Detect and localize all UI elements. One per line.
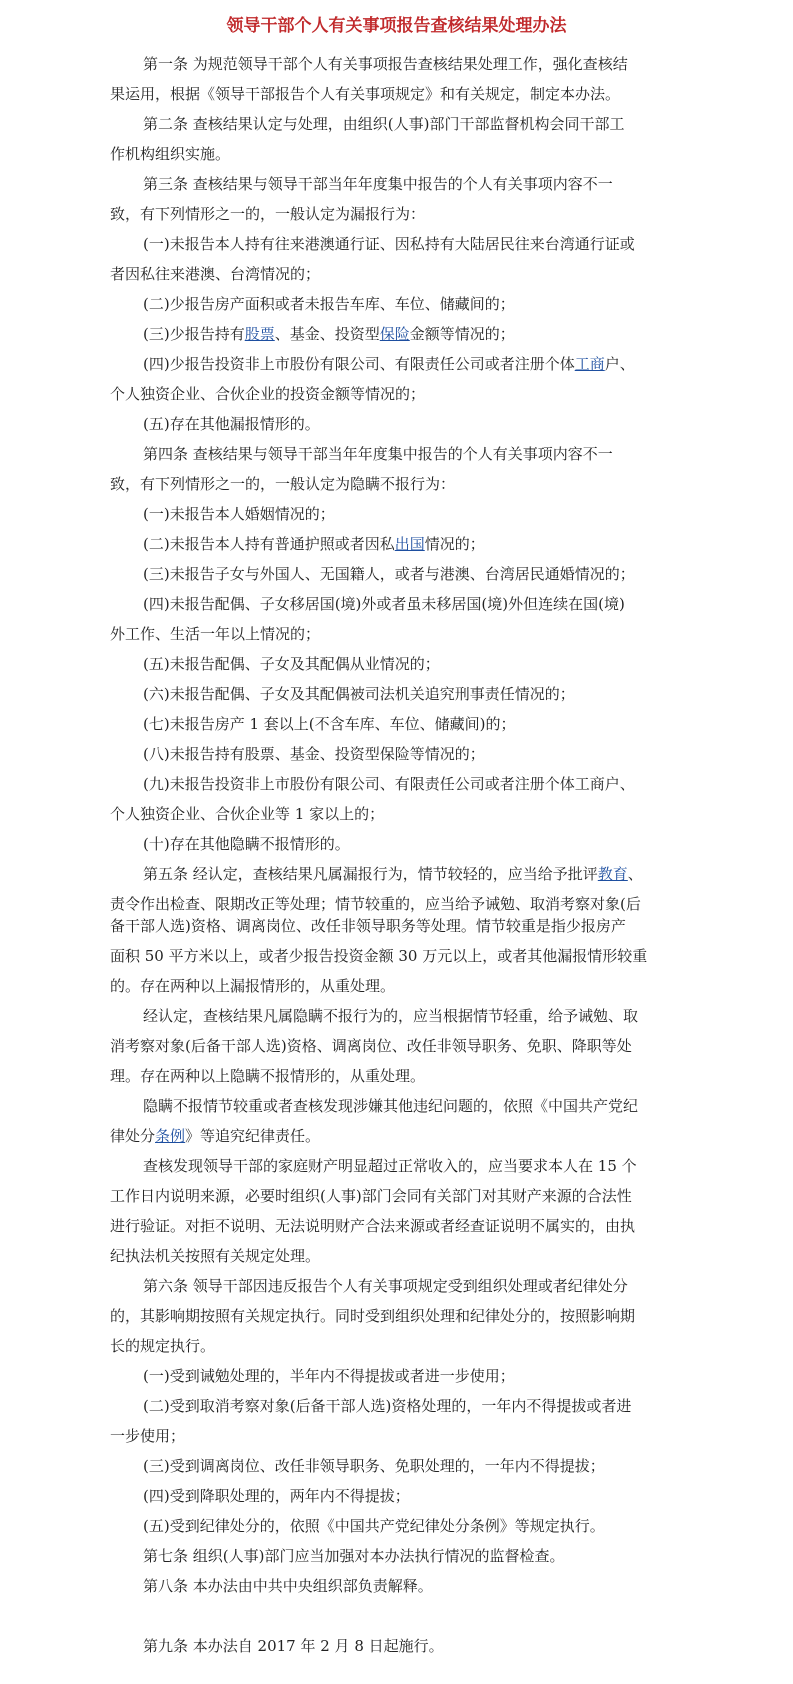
inline-link[interactable]: 条例: [155, 1127, 186, 1145]
text-line: [143, 863, 643, 885]
text-segment: (九)未报告投资非上市股份有限公司、有限责任公司或者注册个体工商户、: [143, 775, 635, 793]
text-segment: 第七条 组织(人事)部门应当加强对本办法执行情况的监督检查。: [143, 1547, 565, 1565]
text-segment: 致，有下列情形之一的，一般认定为隐瞒不报行为：: [110, 475, 456, 493]
text-line: [110, 143, 230, 165]
text-line: [110, 915, 626, 937]
text-segment: 个人独资企业、合伙企业的投资金额等情况的；: [110, 385, 426, 403]
text-line: [143, 323, 515, 345]
text-segment: (八)未报告持有股票、基金、投资型保险等情况的；: [143, 745, 485, 763]
text-segment: (五)未报告配偶、子女及其配偶从业情况的；: [143, 655, 440, 673]
text-line: [143, 1575, 433, 1597]
text-segment: 责令作出检查、限期改正等处理；情节较重的，应当给予诫勉、取消考察对象(后: [110, 895, 641, 913]
text-segment: 致，有下列情形之一的，一般认定为漏报行为：: [110, 205, 426, 223]
text-line: [143, 113, 624, 135]
text-segment: 查核发现领导干部的家庭财产明显超过正常收入的，应当要求本人在 15 个: [143, 1157, 637, 1175]
text-line: [110, 1125, 320, 1147]
text-segment: 纪执法机关按照有关规定处理。: [110, 1247, 321, 1265]
text-line: [143, 1455, 605, 1477]
text-segment: 律处分: [110, 1127, 156, 1145]
text-line: [110, 1245, 320, 1267]
text-line: [143, 1155, 637, 1177]
text-segment: 作机构组织实施。: [110, 145, 231, 163]
text-segment: (三)少报告持有: [143, 325, 245, 343]
text-line: [143, 1395, 631, 1417]
text-line: [143, 1545, 564, 1567]
text-segment: (六)未报告配偶、子女及其配偶被司法机关追究刑事责任情况的；: [143, 685, 575, 703]
text-segment: (二)少报告房产面积或者未报告车库、车位、储藏间的；: [143, 295, 515, 313]
text-line: [110, 1065, 425, 1087]
text-segment: 者因私往来港澳、台湾情况的；: [110, 265, 321, 283]
text-line: [110, 893, 641, 915]
text-line: [143, 173, 613, 195]
text-line: [143, 1635, 444, 1657]
text-segment: 一步使用；: [110, 1427, 186, 1445]
text-line: [143, 683, 575, 705]
text-line: [110, 1215, 635, 1237]
text-line: [110, 473, 455, 495]
text-line: [143, 533, 485, 555]
text-segment: 第二条 查核结果认定与处理，由组织(人事)部门干部监督机构会同干部工: [143, 115, 625, 133]
inline-link[interactable]: 股票: [244, 325, 275, 343]
text-segment: 第四条 查核结果与领导干部当年年度集中报告的个人有关事项内容不一: [143, 445, 613, 463]
text-line: [143, 233, 635, 255]
text-segment: 隐瞒不报情节较重或者查核发现涉嫌其他违纪问题的，依照《中国共产党纪: [143, 1097, 639, 1115]
text-line: [143, 293, 515, 315]
text-line: [143, 653, 440, 675]
text-segment: (四)未报告配偶、子女移居国(境)外或者虽未移居国(境)外但连续在国(境): [143, 595, 625, 613]
text-segment: (一)未报告本人持有往来港澳通行证、因私持有大陆居民往来台湾通行证或: [143, 235, 635, 253]
text-line: [110, 623, 320, 645]
text-line: [143, 413, 320, 435]
text-line: [143, 443, 613, 465]
text-line: [110, 383, 425, 405]
text-line: [110, 1185, 632, 1207]
text-line: [143, 503, 335, 525]
text-segment: 的，其影响期按照有关规定执行。同时受到组织处理和纪律处分的，按照影响期: [110, 1307, 636, 1325]
inline-link[interactable]: 教育: [597, 865, 628, 883]
text-segment: 备干部人选)资格、调离岗位、改任非领导职务等处理。情节较重是指少报房产: [110, 917, 626, 935]
text-line: [143, 1515, 605, 1537]
text-segment: (七)未报告房产 1 套以上(不含车库、车位、储藏间)的；: [143, 715, 516, 733]
inline-link[interactable]: 保险: [379, 325, 410, 343]
text-line: [143, 773, 635, 795]
text-line: [143, 353, 635, 375]
text-line: [143, 713, 516, 735]
text-segment: 面积 50 平方米以上，或者少报告投资金额 30 万元以上，或者其他漏报情形较重: [110, 947, 648, 965]
text-segment: 个人独资企业、合伙企业等 1 家以上的；: [110, 805, 385, 823]
text-line: [110, 803, 384, 825]
text-segment: (五)存在其他漏报情形的。: [143, 415, 320, 433]
text-segment: 第六条 领导干部因违反报告个人有关事项规定受到组织处理或者纪律处分: [143, 1277, 628, 1295]
text-segment: 经认定，查核结果凡属隐瞒不报行为的，应当根据情节轻重，给予诫勉、取: [143, 1007, 639, 1025]
text-segment: 理。存在两种以上隐瞒不报情形的，从重处理。: [110, 1067, 426, 1085]
text-line: [143, 1275, 628, 1297]
text-segment: (一)未报告本人婚姻情况的；: [143, 505, 335, 523]
text-segment: 第五条 经认定，查核结果凡属漏报行为，情节较轻的，应当给予批评: [143, 865, 598, 883]
text-segment: 外工作、生活一年以上情况的；: [110, 625, 321, 643]
text-line: [143, 1485, 410, 1507]
text-segment: 》等追究纪律责任。: [185, 1127, 321, 1145]
text-segment: 消考察对象(后备干部人选)资格、调离岗位、改任非领导职务、免职、降职等处: [110, 1037, 632, 1055]
text-line: [110, 1035, 632, 1057]
text-segment: (十)存在其他隐瞒不报情形的。: [143, 835, 350, 853]
text-segment: (一)受到诫勉处理的，半年内不得提拔或者进一步使用；: [143, 1367, 515, 1385]
text-line: [143, 593, 625, 615]
text-line: [110, 975, 395, 997]
text-line: [143, 743, 485, 765]
text-segment: (二)未报告本人持有普通护照或者因私: [143, 535, 395, 553]
text-segment: 情况的；: [424, 535, 485, 553]
text-segment: (二)受到取消考察对象(后备干部人选)资格处理的，一年内不得提拔或者进: [143, 1397, 632, 1415]
text-line: [110, 203, 425, 225]
text-line: [110, 83, 620, 105]
text-segment: (五)受到纪律处分的，依照《中国共产党纪律处分条例》等规定执行。: [143, 1517, 605, 1535]
text-segment: (四)受到降职处理的，两年内不得提拔；: [143, 1487, 410, 1505]
inline-link[interactable]: 工商: [574, 355, 605, 373]
text-segment: 工作日内说明来源，必要时组织(人事)部门会同有关部门对其财产来源的合法性: [110, 1187, 632, 1205]
text-segment: 、: [627, 865, 643, 883]
text-segment: 的。存在两种以上漏报情形的，从重处理。: [110, 977, 396, 995]
text-line: [110, 945, 647, 967]
text-line: [110, 263, 320, 285]
text-line: [143, 1095, 638, 1117]
text-line: [143, 53, 628, 75]
text-segment: 户、: [604, 355, 635, 373]
document-title: 领导干部个人有关事项报告查核结果处理办法: [226, 16, 567, 36]
text-segment: 、基金、投资型: [274, 325, 380, 343]
text-segment: 第九条 本办法自 2017 年 2 月 8 日起施行。: [143, 1637, 444, 1655]
text-segment: 金额等情况的；: [409, 325, 515, 343]
text-segment: 第八条 本办法由中共中央组织部负责解释。: [143, 1577, 433, 1595]
text-segment: 第三条 查核结果与领导干部当年年度集中报告的个人有关事项内容不一: [143, 175, 613, 193]
text-segment: 长的规定执行。: [110, 1337, 216, 1355]
text-segment: (三)受到调离岗位、改任非领导职务、免职处理的，一年内不得提拔；: [143, 1457, 605, 1475]
text-line: [143, 1005, 638, 1027]
text-line: [143, 833, 350, 855]
text-segment: 进行验证。对拒不说明、无法说明财产合法来源或者经查证说明不属实的，由执: [110, 1217, 636, 1235]
text-segment: 第一条 为规范领导干部个人有关事项报告查核结果处理工作，强化查核结: [143, 55, 628, 73]
text-line: [143, 563, 635, 585]
text-segment: 果运用，根据《领导干部报告个人有关事项规定》和有关规定，制定本办法。: [110, 85, 621, 103]
inline-link[interactable]: 出国: [394, 535, 425, 553]
text-segment: (三)未报告子女与外国人、无国籍人，或者与港澳、台湾居民通婚情况的；: [143, 565, 635, 583]
text-line: [110, 1335, 215, 1357]
text-line: [110, 1425, 185, 1447]
text-line: [110, 1305, 635, 1327]
text-segment: (四)少报告投资非上市股份有限公司、有限责任公司或者注册个体: [143, 355, 575, 373]
text-line: [143, 1365, 515, 1387]
